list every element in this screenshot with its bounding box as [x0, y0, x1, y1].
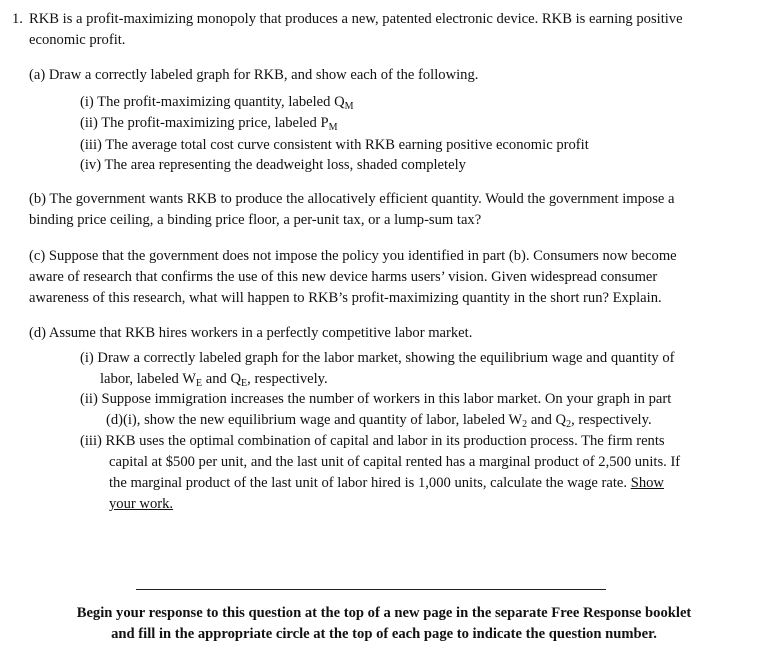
part-a-item-iii: (iii) The average total cost curve consistent with RKB earning positive economic profit [80, 137, 589, 153]
part-c [29, 246, 749, 309]
part-d-item-iii-line2: capital at $500 per unit, and the last unit of capital rented has a marginal product of 2,500 units. If [109, 454, 681, 470]
part-b [29, 189, 749, 231]
part-d-item-iii [80, 431, 750, 515]
footer-line2: and fill in the appropriate circle at the top of each page to indicate the question number. [111, 626, 657, 642]
part-d-item-i [80, 348, 750, 390]
divider-line [136, 589, 606, 590]
part-d-item-i-line2: labor, labeled $W_E$ and $Q_E$, respectively. [100, 371, 328, 389]
question-intro [12, 9, 752, 51]
question-number: 1. [12, 11, 23, 27]
question-intro-line1 [12, 9, 752, 30]
part-a-item-iv: (iv) The area representing the deadweight loss, shaded completely [80, 157, 466, 173]
part-a-item-i: (i) The profit-maximizing quantity, labeled $Q_M$ [80, 94, 354, 112]
part-b-line2: binding price ceiling, a binding price floor, a per-unit tax, or a lump-sum tax? [29, 212, 482, 228]
footer-line1: Begin your response to this question at the top of a new page in the separate Free Response booklet [76, 605, 692, 621]
part-a-prompt: (a) Draw a correctly labeled graph for RKB, and show each of the following. [29, 67, 479, 83]
question-intro-text1: RKB is a profit-maximizing monopoly that produces a new, patented electronic device. RKB is earning positive [29, 11, 683, 27]
footer-instructions [0, 603, 768, 645]
part-d-prompt: (d) Assume that RKB hires workers in a perfectly competitive labor market. [29, 325, 473, 341]
part-d-item-iii-line3: the marginal product of the last unit of labor hired is 1,000 units, calculate the wage rate. Show [109, 475, 664, 491]
part-a-item-ii: (ii) The profit-maximizing price, labeled $P_M$ [80, 115, 338, 133]
part-c-line3: awareness of this research, what will happen to RKB’s profit-maximizing quantity in the short run? Explain. [29, 290, 662, 306]
your-work-text: your work. [109, 496, 174, 512]
part-d-item-ii-line1: (ii) Suppose immigration increases the number of workers in this labor market. On your graph in part [80, 391, 672, 407]
part-d-item-ii [80, 389, 750, 431]
part-d-item-ii-line2: (d)(i), show the new equilibrium wage and quantity of labor, labeled $W_2$ and $Q_2$, respectively. [106, 412, 652, 430]
question-intro-line2: economic profit. [29, 32, 126, 48]
part-b-line1: (b) The government wants RKB to produce the allocatively efficient quantity. Would the government impose a [29, 191, 675, 207]
part-c-line2: aware of research that confirms the use of this new device harms users’ vision. Given widespread consumer [29, 269, 658, 285]
part-c-line1: (c) Suppose that the government does not impose the policy you identified in part (b). Consumers now become [29, 248, 677, 264]
part-d-item-iii-line1: (iii) RKB uses the optimal combination of capital and labor in its production process. The firm rents [80, 433, 665, 449]
part-d-item-iii-line4 [109, 494, 750, 515]
show-work-text: Show [630, 475, 664, 491]
part-d-item-i-line1: (i) Draw a correctly labeled graph for the labor market, showing the equilibrium wage and quantity of [80, 350, 675, 366]
